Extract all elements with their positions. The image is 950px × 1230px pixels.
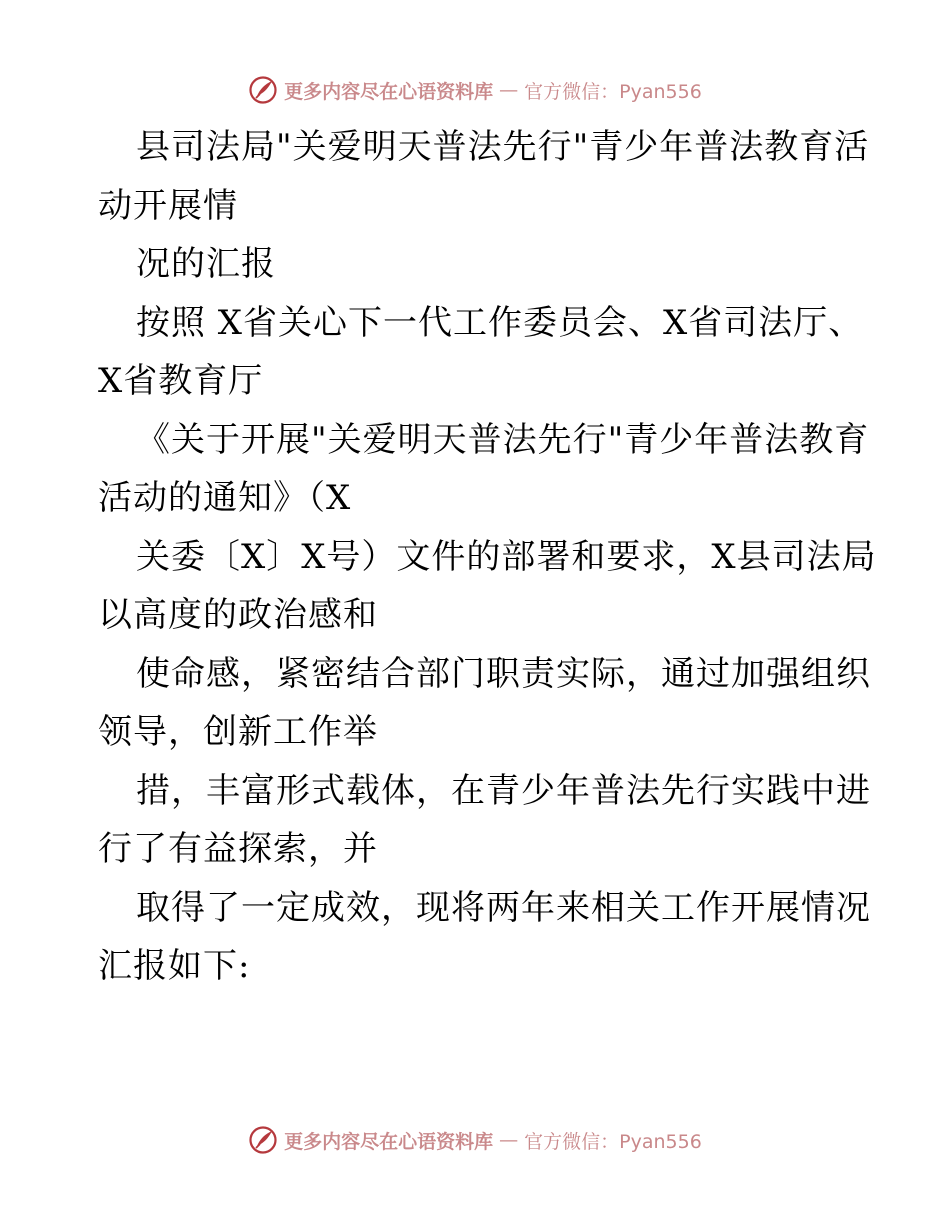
watermark-slogan: 更多内容尽在心语资料库 [284,1130,494,1153]
text-line: 关委〔X〕X号）文件的部署和要求，X县司法局 [136,536,877,577]
watermark-header [0,72,950,108]
text-line: 领导，创新工作举 [98,712,378,752]
text-line: 取得了一定成效，现将两年来相关工作开展情况 [136,887,871,928]
watermark-wechat: 官方微信：Pyan556 [524,80,702,103]
watermark-slogan: 更多内容尽在心语资料库 [284,80,494,103]
text-line: 按照 X省关心下一代工作委员会、X省司法厅、 [136,302,864,343]
watermark-dash: — [499,79,519,101]
watermark-dash: — [499,1129,519,1151]
document-body [98,118,877,996]
text-line: 汇报如下: [98,946,251,986]
text-line: 动开展情 [98,185,238,226]
text-line: 行了有益探索，并 [98,829,378,869]
watermark-wechat: 官方微信：Pyan556 [524,1130,702,1153]
text-line: 县司法局"关爱明天普法先行"青少年普法教育活 [136,127,870,167]
text-line: X省教育厅 [98,361,264,401]
watermark-footer [0,1122,950,1158]
quill-logo-icon [248,1125,278,1155]
text-line: 况的汇报 [136,244,276,284]
text-line: 使命感，紧密结合部门职责实际，通过加强组织 [136,653,871,694]
text-line: 活动的通知》（X [98,478,352,518]
quill-logo-icon [248,75,278,105]
text-line: 措，丰富形式载体，在青少年普法先行实践中进 [136,770,871,811]
text-line: 《关于开展"关爱明天普法先行"青少年普法教育 [136,419,870,460]
text-line: 以高度的政治感和 [98,595,378,635]
